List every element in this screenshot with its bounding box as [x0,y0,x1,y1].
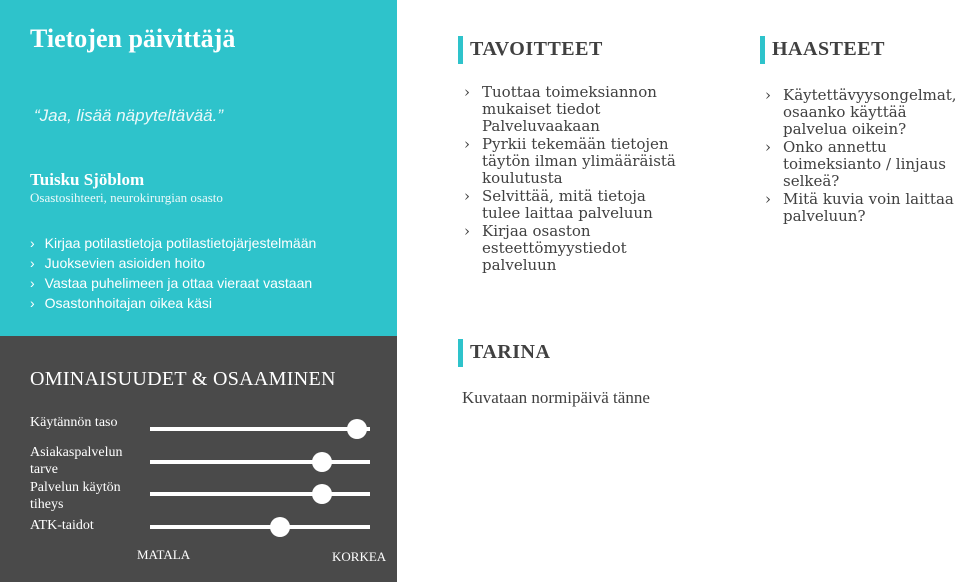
goal-item: › Pyrkii tekemään tietojen täytön ilman ylimääräistä koulutusta [462,136,677,187]
skill-label: Asiakaspalvelun tarve [30,445,123,477]
slider-track [150,525,370,529]
challenge-item: › Onko annettu toimeksianto / linjaus selkeä? [763,139,958,190]
goal-item: › Selvittää, mitä tietoja tulee laittaa palveluun [462,188,677,222]
skill-slider [150,520,370,534]
goals-title: TAVOITTEET [470,38,603,60]
story-heading [470,341,550,364]
goal-item: › Kirjaa osaston esteettömyystiedot palveluun [462,223,677,274]
skill-slider [150,487,370,501]
goal-item: › Tuottaa toimeksiannon mukaiset tiedot Palveluvaakaan [462,84,677,135]
persona-name: Tuisku Sjöblom [30,170,145,189]
skill-label: Palvelun käytön tiheys [30,480,121,512]
accent-bar [760,36,765,64]
challenges-list [763,87,958,226]
profile-panel [0,0,397,336]
skill-slider [150,455,370,469]
skill-slider [150,422,370,436]
persona-title: Tietojen päivittäjä [30,24,236,53]
duty-item: › Osastonhoitajan oikea käsi [30,293,316,313]
story-title: TARINA [470,341,551,363]
slider-knob [312,484,332,504]
skill-label: Käytännön taso [30,415,118,430]
slider-knob [347,419,367,439]
scale-low-label: MATALA [137,547,191,562]
challenges-title: HAASTEET [772,38,885,60]
accent-bar [458,36,463,64]
goals-list [462,84,677,275]
challenge-item: › Mitä kuvia voin laittaa palveluun? [763,191,958,225]
slider-track [150,460,370,464]
skills-title: OMINAISUUDET & OSAAMINEN [30,368,336,390]
story-text: Kuvataan normipäivä tänne [462,388,650,407]
skills-panel [0,336,397,582]
slider-track [150,492,370,496]
slider-track [150,427,370,431]
duty-item: › Juoksevien asioiden hoito [30,253,316,273]
goals-heading [470,38,603,61]
skill-label: ATK-taidot [30,518,94,533]
accent-bar [458,339,463,367]
persona-role: Osastosihteeri, neurokirurgian osasto [30,190,223,205]
slider-knob [312,452,332,472]
duty-item: › Kirjaa potilastietoja potilastietojärjestelmään [30,233,316,253]
duties-list [30,233,316,313]
challenges-heading [772,38,885,61]
slider-knob [270,517,290,537]
challenge-item: › Käytettävyysongelmat, osaanko käyttää palvelua oikein? [763,87,958,138]
duty-item: › Vastaa puhelimeen ja ottaa vieraat vastaan [30,273,316,293]
persona-quote: “Jaa, lisää näpyteltävää.” [34,106,223,125]
scale-high-label: KORKEA [332,549,387,564]
